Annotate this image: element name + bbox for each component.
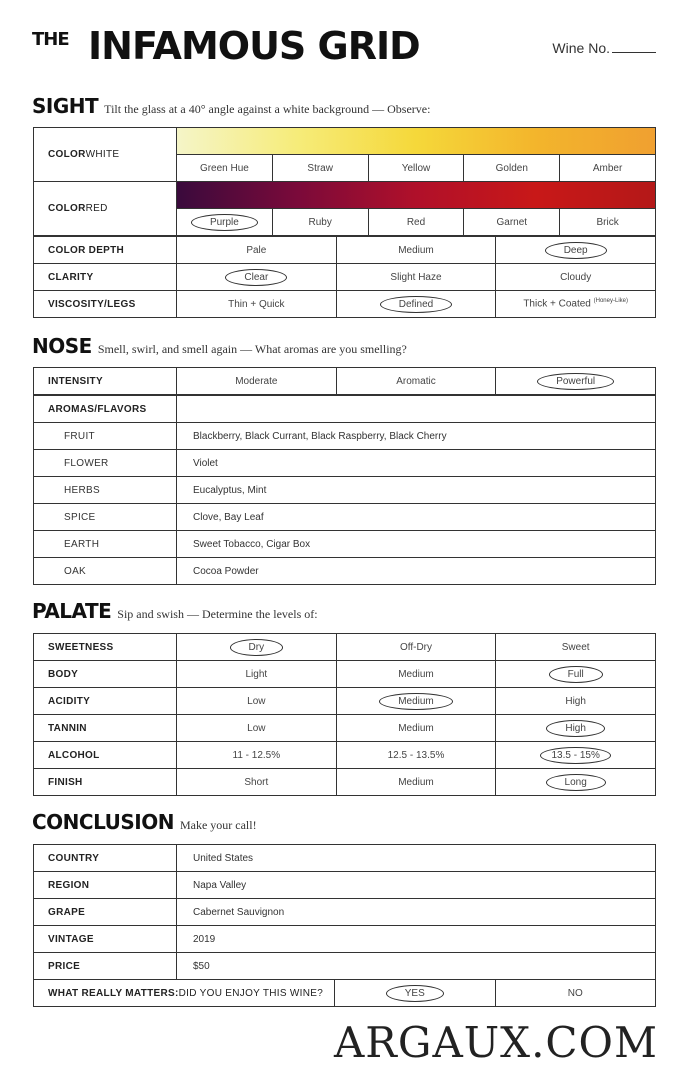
option-cell[interactable] xyxy=(336,688,496,715)
tannin-row xyxy=(34,715,656,742)
aroma-value[interactable]: Eucalyptus, Mint xyxy=(177,477,656,504)
option-cell[interactable]: Off-Dry xyxy=(336,634,496,661)
aroma-row xyxy=(34,450,656,477)
selected-circle: Dry xyxy=(230,639,284,656)
wine-number-label: Wine No. xyxy=(552,40,610,56)
aroma-value[interactable]: Violet xyxy=(177,450,656,477)
white-hue-cell[interactable]: Golden xyxy=(464,155,560,182)
sight-instruction: Tilt the glass at a 40° angle against a white background — Observe: xyxy=(104,102,431,116)
wine-number-line xyxy=(612,52,656,53)
red-hue-cell[interactable] xyxy=(177,209,273,236)
white-hue-cell[interactable]: Amber xyxy=(560,155,656,182)
title-main: INFAMOUS GRID xyxy=(88,24,420,68)
palate-instruction: Sip and swish — Determine the levels of: xyxy=(117,607,318,621)
matters-question: DID YOU ENJOY THIS WINE? xyxy=(178,987,324,999)
price-row xyxy=(34,953,656,980)
option-cell[interactable] xyxy=(496,291,656,318)
white-hue-cell[interactable]: Yellow xyxy=(368,155,464,182)
red-gradient xyxy=(177,182,656,209)
vintage-row xyxy=(34,926,656,953)
nose-instruction: Smell, swirl, and smell again — What aromas are you smelling? xyxy=(97,342,407,356)
matters-label-text: WHAT REALLY MATTERS: xyxy=(48,987,179,999)
matters-table xyxy=(33,979,656,1007)
option-cell[interactable]: Thin + Quick xyxy=(177,291,337,318)
red-hue-cell[interactable]: Garnet xyxy=(464,209,560,236)
aroma-row xyxy=(34,558,656,585)
option-cell[interactable]: Short xyxy=(177,769,337,796)
selected-circle: Clear xyxy=(225,269,287,286)
option-cell[interactable]: Low xyxy=(177,688,337,715)
color-depth-row xyxy=(34,237,656,264)
row-label: ACIDITY xyxy=(34,688,177,715)
selected-circle: 13.5 - 15% xyxy=(540,747,610,764)
red-hue-cell[interactable]: Ruby xyxy=(272,209,368,236)
color-red-label: COLORRED xyxy=(34,182,177,236)
matters-row xyxy=(34,980,656,1007)
sight-options-table xyxy=(33,236,656,318)
region-row xyxy=(34,872,656,899)
row-value[interactable]: $50 xyxy=(177,953,656,980)
selected-circle: Long xyxy=(546,774,606,791)
option-cell[interactable]: Sweet xyxy=(496,634,656,661)
color-white-label: COLORWHITE xyxy=(34,128,177,182)
option-cell[interactable]: Cloudy xyxy=(496,264,656,291)
row-label: TANNIN xyxy=(34,715,177,742)
option-cell[interactable] xyxy=(496,715,656,742)
row-value[interactable]: Napa Valley xyxy=(177,872,656,899)
option-cell[interactable]: Medium xyxy=(336,661,496,688)
country-row xyxy=(34,845,656,872)
option-note: (Honey-Like) xyxy=(593,298,628,305)
palate-heading xyxy=(32,599,318,623)
matters-label xyxy=(34,980,335,1007)
option-text: Thick + Coated xyxy=(523,298,591,310)
body-row xyxy=(34,661,656,688)
viscosity-row xyxy=(34,291,656,318)
color-white-row xyxy=(34,128,656,155)
sweetness-row xyxy=(34,634,656,661)
option-cell[interactable] xyxy=(496,661,656,688)
row-label: SWEETNESS xyxy=(34,634,177,661)
option-cell[interactable] xyxy=(336,291,496,318)
selected-circle: Purple xyxy=(191,214,258,231)
aroma-label: HERBS xyxy=(34,477,177,504)
row-label: VINTAGE xyxy=(34,926,177,953)
aroma-label: OAK xyxy=(34,558,177,585)
option-cell[interactable]: 12.5 - 13.5% xyxy=(336,742,496,769)
option-cell[interactable]: Medium xyxy=(336,769,496,796)
row-label: PRICE xyxy=(34,953,177,980)
row-label: COUNTRY xyxy=(34,845,177,872)
option-cell[interactable] xyxy=(177,634,337,661)
option-cell[interactable] xyxy=(496,769,656,796)
white-hue-cell[interactable]: Straw xyxy=(272,155,368,182)
option-cell[interactable] xyxy=(496,368,656,395)
red-hue-cell[interactable]: Red xyxy=(368,209,464,236)
row-label: BODY xyxy=(34,661,177,688)
row-value[interactable]: United States xyxy=(177,845,656,872)
row-label: COLOR DEPTH xyxy=(34,237,177,264)
page-title xyxy=(32,26,420,66)
red-hue-cell[interactable]: Brick xyxy=(560,209,656,236)
aroma-value[interactable]: Sweet Tobacco, Cigar Box xyxy=(177,531,656,558)
row-label: FINISH xyxy=(34,769,177,796)
option-cell[interactable]: Light xyxy=(177,661,337,688)
row-label: GRAPE xyxy=(34,899,177,926)
nose-heading xyxy=(32,334,407,358)
aroma-value[interactable]: Cocoa Powder xyxy=(177,558,656,585)
option-cell[interactable]: High xyxy=(496,688,656,715)
row-label: CLARITY xyxy=(34,264,177,291)
alcohol-row xyxy=(34,742,656,769)
row-label: ALCOHOL xyxy=(34,742,177,769)
grape-row xyxy=(34,899,656,926)
white-gradient xyxy=(177,128,656,155)
row-label: INTENSITY xyxy=(34,368,177,395)
color-red-row xyxy=(34,182,656,209)
selected-circle: Defined xyxy=(380,296,452,313)
aromas-table xyxy=(33,395,656,585)
aroma-value[interactable]: Clove, Bay Leaf xyxy=(177,504,656,531)
row-label: VISCOSITY/LEGS xyxy=(34,291,177,318)
finish-row xyxy=(34,769,656,796)
conclusion-instruction: Make your call! xyxy=(179,818,257,832)
no-cell[interactable]: NO xyxy=(495,980,656,1007)
conclusion-title: CONCLUSION xyxy=(32,810,174,834)
row-value[interactable]: 2019 xyxy=(177,926,656,953)
option-cell[interactable]: Moderate xyxy=(177,368,337,395)
selected-circle: Full xyxy=(549,666,603,683)
intensity-row xyxy=(34,368,656,395)
conclusion-heading xyxy=(32,810,257,834)
aroma-label: SPICE xyxy=(34,504,177,531)
yes-cell[interactable] xyxy=(335,980,496,1007)
row-label: REGION xyxy=(34,872,177,899)
option-cell[interactable]: Medium xyxy=(336,715,496,742)
nose-title: NOSE xyxy=(32,334,92,358)
aroma-row xyxy=(34,531,656,558)
option-cell[interactable]: 11 - 12.5% xyxy=(177,742,337,769)
sight-title: SIGHT xyxy=(32,94,99,118)
palate-title: PALATE xyxy=(32,599,112,623)
option-cell[interactable] xyxy=(496,237,656,264)
aromas-spacer xyxy=(177,396,656,423)
option-cell[interactable] xyxy=(496,742,656,769)
clarity-row xyxy=(34,264,656,291)
aroma-label: EARTH xyxy=(34,531,177,558)
aroma-row xyxy=(34,423,656,450)
row-value[interactable]: Cabernet Sauvignon xyxy=(177,899,656,926)
aroma-row xyxy=(34,477,656,504)
option-cell[interactable]: Low xyxy=(177,715,337,742)
aromas-label: AROMAS/FLAVORS xyxy=(34,396,177,423)
aroma-value[interactable]: Blackberry, Black Currant, Black Raspberry, Black Cherry xyxy=(177,423,656,450)
title-the: THE xyxy=(32,29,69,50)
option-cell[interactable]: Medium xyxy=(336,237,496,264)
brand-logo: ARGAUX.COM xyxy=(333,1018,658,1067)
conclusion-table xyxy=(33,844,656,980)
selected-circle: YES xyxy=(386,985,444,1002)
aroma-label: FRUIT xyxy=(34,423,177,450)
sight-table xyxy=(33,127,656,236)
nose-table xyxy=(33,367,656,395)
option-cell[interactable]: Pale xyxy=(177,237,337,264)
option-cell[interactable]: Aromatic xyxy=(336,368,496,395)
acidity-row xyxy=(34,688,656,715)
sight-heading xyxy=(32,94,430,118)
aroma-label: FLOWER xyxy=(34,450,177,477)
selected-circle: High xyxy=(546,720,605,737)
wine-number-field[interactable] xyxy=(552,40,656,56)
palate-table xyxy=(33,633,656,796)
aroma-row xyxy=(34,504,656,531)
white-hue-cell[interactable]: Green Hue xyxy=(177,155,273,182)
option-cell[interactable]: Slight Haze xyxy=(336,264,496,291)
selected-circle: Deep xyxy=(545,242,607,259)
option-cell[interactable] xyxy=(177,264,337,291)
selected-circle: Medium xyxy=(379,693,453,710)
aromas-header-row xyxy=(34,396,656,423)
selected-circle: Powerful xyxy=(537,373,614,390)
